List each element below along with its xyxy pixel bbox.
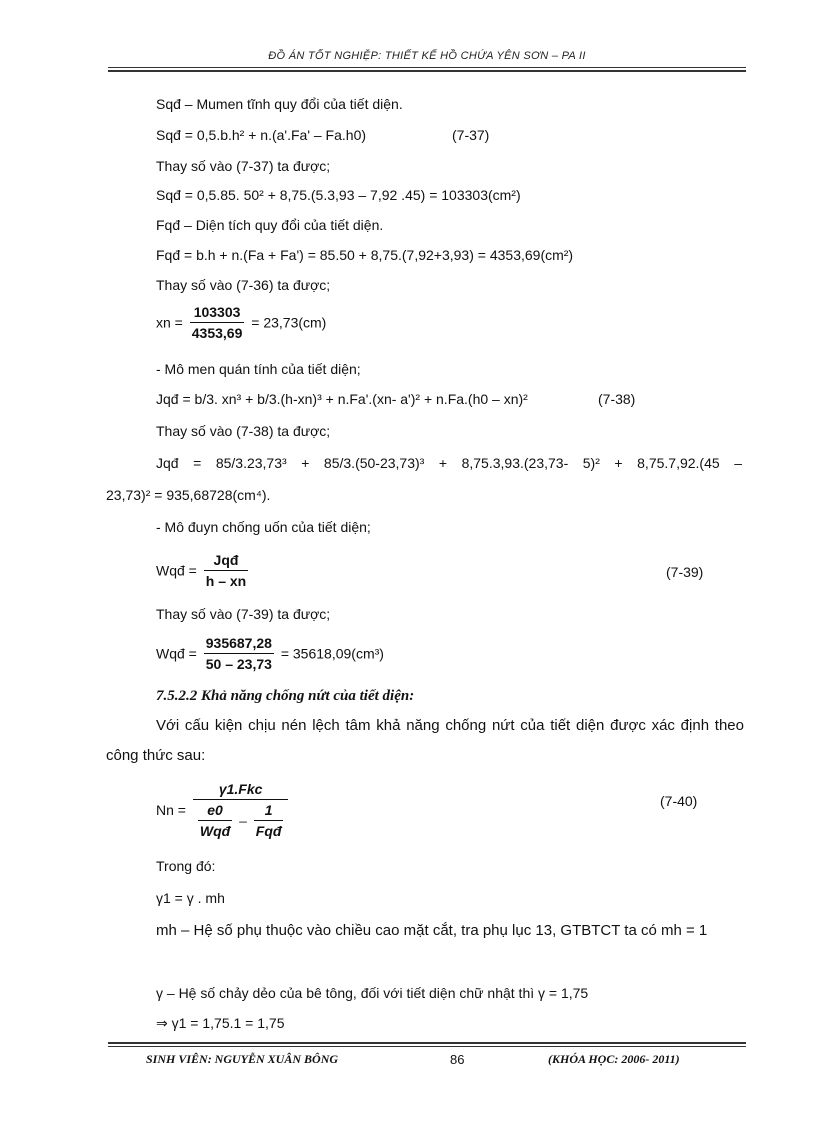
equation-number: (7-37)	[452, 127, 490, 143]
paragraph: Với cấu kiện chịu nén lệch tâm khả năng chống nứt của tiết diện được xác định theo công thức sau:	[106, 717, 744, 764]
formula-xn	[156, 302, 326, 343]
header-rule	[108, 67, 746, 68]
minus-sign: –	[239, 812, 247, 829]
formula-lhs: Nn =	[156, 802, 186, 818]
footer-rule	[108, 1046, 746, 1047]
section-heading: 7.5.2.2 Khả năng chống nứt của tiết diện:	[156, 688, 415, 704]
fraction	[204, 633, 274, 674]
fraction-numerator: γ1.Fkc	[193, 779, 289, 800]
footer-student: SINH VIÊN: NGUYỄN XUÂN BÔNG	[146, 1052, 339, 1066]
text-line: Thay số vào (7-36) ta được;	[156, 277, 331, 293]
compound-fraction	[193, 779, 289, 841]
text-line: - Mô đuyn chống uốn của tiết diện;	[156, 519, 371, 535]
formula-line: 23,73)² = 935,68728(cm⁴).	[106, 487, 271, 503]
formula-lhs: Wqđ =	[156, 562, 197, 579]
footer-rule-thick	[108, 1042, 746, 1044]
inner-numerator: 1	[254, 800, 284, 821]
text-line: Fqđ – Diện tích quy đổi của tiết diện.	[156, 217, 384, 233]
formula-line: ⇒ γ1 = 1,75.1 = 1,75	[156, 1015, 285, 1031]
text-line: Thay số vào (7-38) ta được;	[156, 423, 331, 439]
page-header: ĐỒ ÁN TỐT NGHIỆP: THIẾT KẾ HỒ CHỨA YÊN SƠN – PA II	[268, 50, 586, 62]
formula-wqd-value	[156, 633, 384, 674]
fraction-numerator: 935687,28	[204, 633, 274, 654]
fraction-denominator: 50 – 23,73	[205, 656, 272, 672]
equation-number: (7-38)	[598, 391, 636, 407]
fraction	[190, 302, 245, 343]
fraction	[204, 550, 248, 591]
formula-line: Jqđ = 85/3.23,73³ + 85/3.(50-23,73)³ + 8,75.3,93.(23,73- 5)² + 8,75.7,92.(45 –	[156, 455, 742, 471]
formula-lhs: Wqđ =	[156, 645, 197, 662]
equation-number: (7-39)	[666, 564, 704, 580]
fraction-denominator: h – xn	[205, 573, 247, 589]
text-line: Sqđ – Mumen tĩnh quy đổi của tiết diện.	[156, 96, 403, 112]
text-line: γ – Hệ số chảy dẻo của bê tông, đối với tiết diện chữ nhật thì γ = 1,75	[156, 985, 589, 1001]
formula-wqd	[156, 550, 251, 591]
equation-number: (7-40)	[660, 793, 698, 809]
formula-nn	[156, 779, 291, 841]
formula-line: Jqđ = b/3. xn³ + b/3.(h-xn)³ + n.Fa'.(xn- a')² + n.Fa.(h0 – xn)²	[156, 391, 528, 407]
inner-denominator: Fqđ	[255, 823, 282, 839]
inner-denominator: Wqđ	[199, 823, 231, 839]
formula-rhs: = 35618,09(cm³)	[280, 645, 384, 662]
inner-fraction	[254, 800, 284, 841]
footer-course: (KHÓA HỌC: 2006- 2011)	[548, 1052, 680, 1066]
paragraph: mh – Hệ số phụ thuộc vào chiều cao mặt cắt, tra phụ lục 13, GTBTCT ta có mh = 1	[156, 922, 708, 939]
formula-line: Sqđ = 0,5.b.h² + n.(a'.Fa' – Fa.h0)	[156, 127, 367, 143]
fraction-numerator: 103303	[190, 302, 245, 323]
text-line: Thay số vào (7-37) ta được;	[156, 158, 331, 174]
inner-fraction	[198, 800, 232, 841]
page-number: 86	[450, 1052, 465, 1067]
formula-rhs: = 23,73(cm)	[251, 314, 327, 331]
fraction-denominator	[193, 800, 289, 841]
header-rule-thick	[108, 70, 746, 72]
inner-numerator: e0	[198, 800, 232, 821]
formula-line: γ1 = γ . mh	[156, 890, 225, 906]
text-line: Thay số vào (7-39) ta được;	[156, 606, 331, 622]
text-line: Trong đó:	[156, 858, 216, 874]
formula-lhs: xn =	[156, 314, 183, 331]
formula-line: Fqđ = b.h + n.(Fa + Fa') = 85.50 + 8,75.(7,92+3,93) = 4353,69(cm²)	[156, 247, 574, 263]
text-line: - Mô men quán tính của tiết diện;	[156, 361, 361, 377]
fraction-denominator: 4353,69	[191, 325, 243, 341]
formula-line: Sqđ = 0,5.85. 50² + 8,75.(5.3,93 – 7,92 .45) = 103303(cm²)	[156, 187, 521, 203]
fraction-numerator: Jqđ	[204, 550, 248, 571]
